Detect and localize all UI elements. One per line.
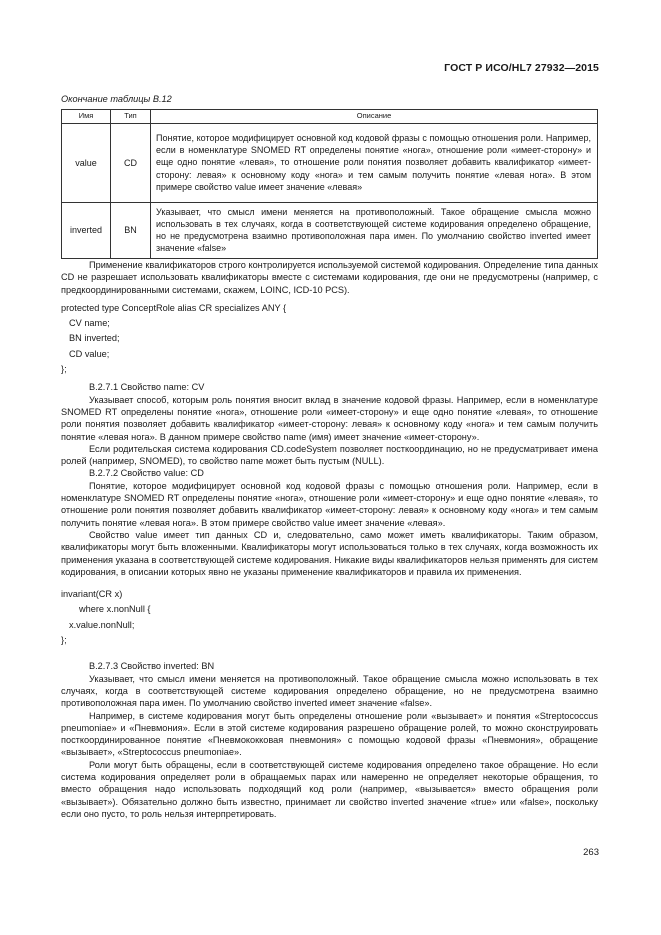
cell-name: inverted <box>62 203 111 259</box>
properties-table <box>61 109 598 259</box>
code-line: protected type ConceptRole alias CR specializes ANY { <box>61 302 287 313</box>
code-line: x.value.nonNull; <box>69 619 135 630</box>
table-caption: Окончание таблицы В.12 <box>61 94 172 104</box>
table-header-row <box>62 110 598 124</box>
paragraph: Применение квалификаторов строго контролируется используемой системой кодирования. Определение типа данных CD не разрешает использовать квалификаторы вместе с системами кодирования, где они не предусмотрены (например, с предкоординированными системами, скажем, LOINC, ICD-10 PCS). <box>61 260 598 295</box>
table-row <box>62 203 598 259</box>
paragraph: Понятие, которое модифицирует основной код кодовой фразы с помощью отношения роли. Например, если в номенклатуре SNOMED RT определены понятие «нога», отношение роли «имеет-сторону» и еще одно понятие «левая», то отношение роли понятия позволяет добавить квалификатор «имеет-сторону: левая» к основному коду «нога» и тем самым получить понятие «левая нога». В этом примере свойство value имеет значение «левая». <box>61 480 598 528</box>
cell-name: value <box>62 124 111 203</box>
code-line: where x.nonNull { <box>79 604 151 615</box>
table-row <box>62 124 598 203</box>
cell-type: CD <box>111 124 151 203</box>
paragraph: Свойство value имеет тип данных CD и, следовательно, само может иметь квалификаторы. Таким образом, квалификаторы могут быть вложенными. Квалификаторы могут использоваться только в тех случаях, когда возможность их применения указана в соответствующей системе кодирования. Никакие виды квалификаторов нельзя применять для систем кодирования, в описании которых явно не указаны применение квалификаторов и правила их применения. <box>61 529 598 577</box>
code-line: CD value; <box>69 348 110 359</box>
page-number: 263 <box>583 847 599 858</box>
body-text <box>61 259 598 820</box>
code-line: invariant(CR x) <box>61 589 123 600</box>
paragraph: Указывает, что смысл имени меняется на противоположный. Такое обращение смысла можно использовать в тех случаях, когда в соответствующей системе кодирования определено обращение, но не предусмотрена взаимно противоположная пара имен. По умолчанию свойство inverted имеет значение «false». <box>61 673 598 709</box>
cell-type: BN <box>111 203 151 259</box>
column-header-type: Тип <box>111 110 151 124</box>
paragraph: Например, в системе кодирования могут быть определены отношение роли «вызывает» и понятия «Streptococcus pneumoniae» и «Пневмония». Если в этой системе кодирования разрешено обращение ролей, то можно сконструировать посткоординированное понятие «Пневмококковая пневмония» с помощью кодовой фразы «Пневмония», обращение «вызывает», «Streptococcus pneumoniae». <box>61 710 598 758</box>
section-title: В.2.7.1 Свойство name: CV <box>89 382 205 393</box>
code-line: CV name; <box>69 318 110 329</box>
cell-description: Указывает, что смысл имени меняется на противоположный. Такое обращение смысла можно использовать в тех случаях, когда в соответствующей системе кодирования определено обращение, но не предусмотрена взаимно противоположная пара имен. По умолчанию свойство inverted имеет значение «false» <box>151 203 598 259</box>
section-title: В.2.7.3 Свойство inverted: BN <box>89 661 215 672</box>
code-line: }; <box>61 364 67 375</box>
column-header-name: Имя <box>62 110 111 124</box>
standard-header: ГОСТ Р ИСО/HL7 27932—2015 <box>444 62 599 74</box>
paragraph: Роли могут быть обращены, если в соответствующей системе кодирования определено такое обращение. Но если система кодирования определяет роли в обращаемых парах или намеренно не определяет некоторые обращения, то вместо обращения надо использовать подходящий код роли (например, «вызывается» вместо обращения роли «вызывает»). Обязательно должно быть известно, принимает ли свойство inverted значение «true» или «false», поскольку если оно пусто, то роль нельзя интерпретировать. <box>61 759 598 819</box>
cell-description: Понятие, которое модифицирует основной код кодовой фразы с помощью отношения роли. Например, если в номенклатуре SNOMED RT определены понятие «нога», отношение роли «имеет-сторону» и еще одно понятие «левая», то отношение роли понятия позволяет добавить квалификатор «имеет-сторону: левая» к основному коду «нога» и тем самым получить понятие «левая нога». В этом примере свойство value имеет значение «левая» <box>151 124 598 203</box>
paragraph: Указывает способ, которым роль понятия вносит вклад в значение кодовой фразы. Например, если в номенклатуре SNOMED RT определены понятие «нога», отношение роли «имеет-сторону» и еще одно понятие «левая», то отношение роли понятия позволяет добавить квалификатор «имеет-сторону: левая» к основному коду «нога» и тем самым получить понятие «левая нога». В данном примере свойство name (имя) имеет значение «имеет-сторону». <box>61 394 598 442</box>
code-line: }; <box>61 635 67 646</box>
section-title: В.2.7.2 Свойство value: CD <box>89 468 204 479</box>
paragraph: Если родительская система кодирования CD.codeSystem позволяет посткоординацию, но не предусматривает имена ролей (например, SNOMED), то свойство name может быть пустым (NULL). <box>61 443 598 467</box>
code-line: BN inverted; <box>69 333 120 344</box>
column-header-description: Описание <box>151 110 598 124</box>
